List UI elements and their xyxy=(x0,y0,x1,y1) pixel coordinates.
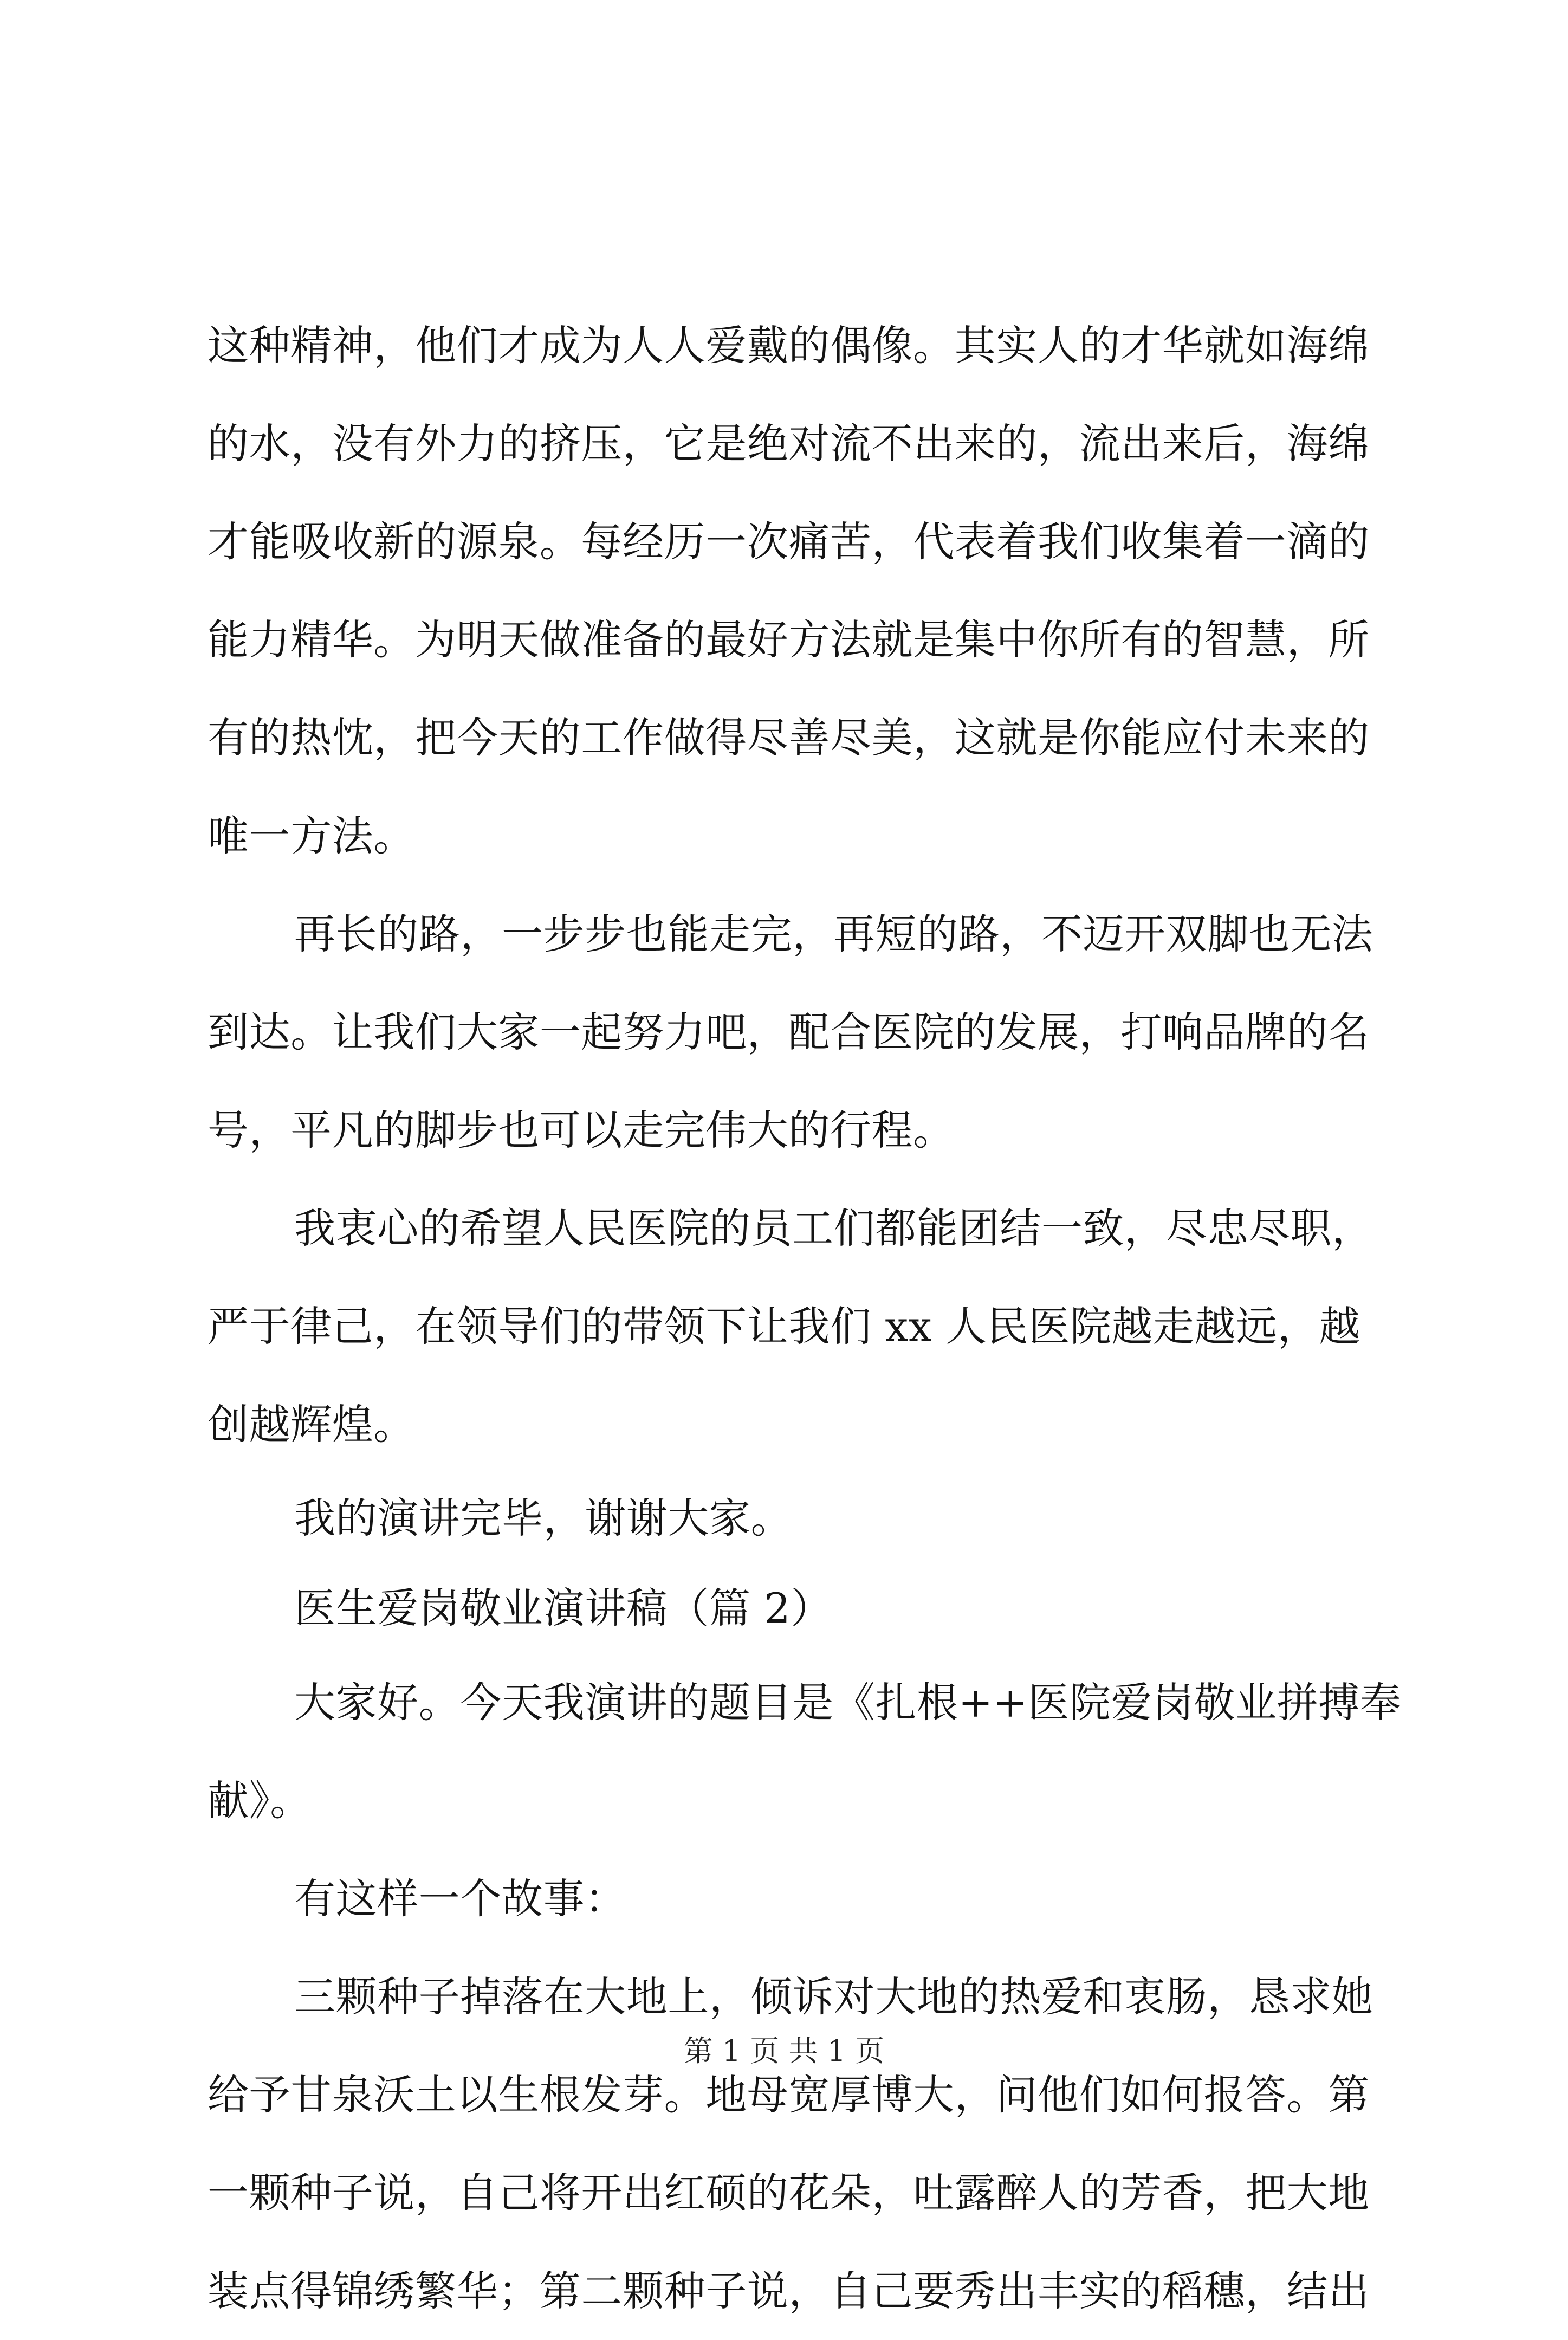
text-line: 一颗种子说，自己将开出红硕的花朵，吐露醉人的芳香，把大地 xyxy=(208,2169,1370,2217)
text-line: 再长的路，一步步也能走完，再短的路，不迈开双脚也无法 xyxy=(294,910,1373,958)
text-line: 有的热忱，把今天的工作做得尽善尽美，这就是你能应付未来的 xyxy=(208,714,1370,762)
text-line: 才能吸收新的源泉。每经历一次痛苦，代表着我们收集着一滴的 xyxy=(208,518,1370,566)
text-line: 我衷心的希望人民医院的员工们都能团结一致，尽忠尽职， xyxy=(294,1204,1373,1252)
text-line: 唯一方法。 xyxy=(208,812,415,860)
section-heading: 医生爱岗敬业演讲稿（篇 2） xyxy=(294,1584,832,1632)
text-line: 大家好。今天我演讲的题目是《扎根++医院爱岗敬业拼搏奉 xyxy=(294,1678,1402,1727)
text-line: 严于律己，在领导们的带领下让我们 xx 人民医院越走越远，越 xyxy=(208,1302,1361,1350)
text-line: 献》。 xyxy=(208,1776,312,1825)
text-line: 给予甘泉沃土以生根发芽。地母宽厚博大，问他们如何报答。第 xyxy=(208,2071,1370,2119)
text-line: 装点得锦绣繁华；第二颗种子说，自己要秀出丰实的稻穗，结出 xyxy=(208,2267,1370,2315)
text-line: 号，平凡的脚步也可以走完伟大的行程。 xyxy=(208,1106,955,1154)
text-line: 我的演讲完毕，谢谢大家。 xyxy=(294,1494,793,1542)
text-line: 到达。让我们大家一起努力吧，配合医院的发展，打响品牌的名 xyxy=(208,1008,1370,1056)
text-line: 创越辉煌。 xyxy=(208,1400,415,1449)
text-line: 的水，没有外力的挤压，它是绝对流不出来的，流出来后，海绵 xyxy=(208,419,1370,468)
text-line: 有这样一个故事： xyxy=(294,1874,626,1923)
text-line: 这种精神，他们才成为人人爱戴的偶像。其实人的才华就如海绵 xyxy=(208,321,1370,370)
text-line: 三颗种子掉落在大地上，倾诉对大地的热爱和衷肠，恳求她 xyxy=(294,1973,1373,2021)
page-footer: 第 1 页 共 1 页 xyxy=(683,2034,885,2068)
text-line: 能力精华。为明天做准备的最好方法就是集中你所有的智慧，所 xyxy=(208,616,1370,664)
